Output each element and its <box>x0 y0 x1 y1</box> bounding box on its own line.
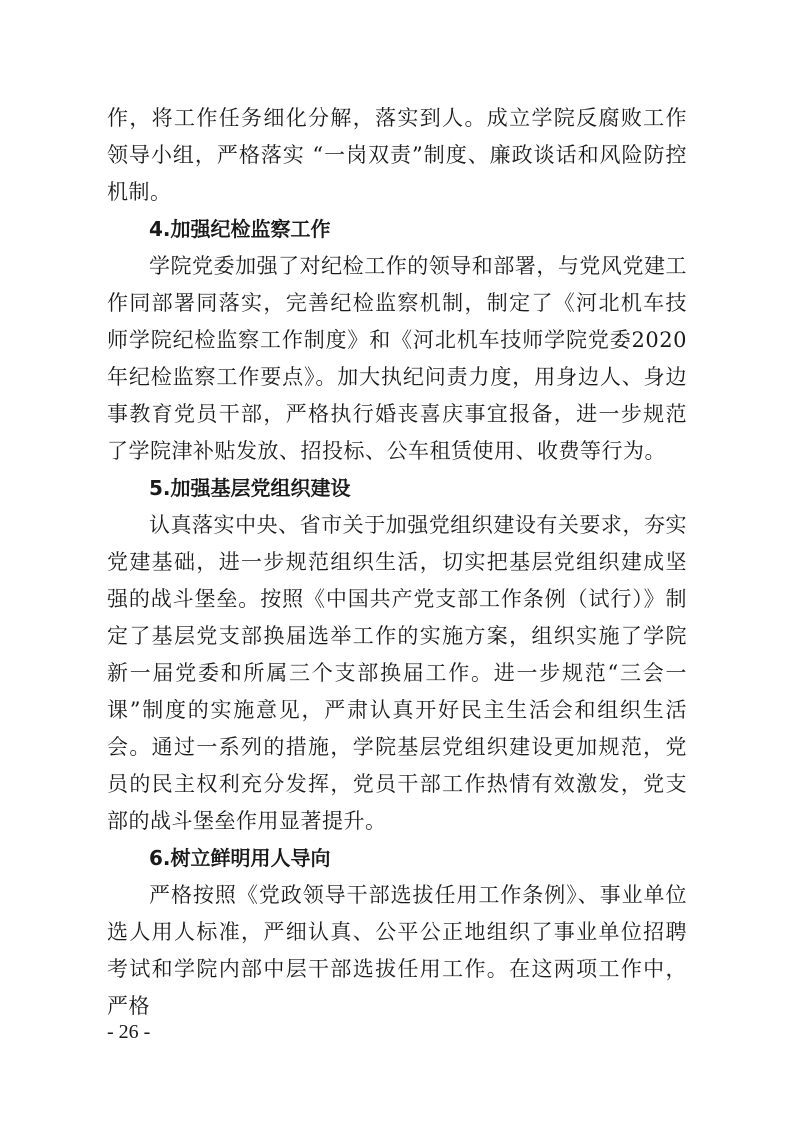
document-body <box>107 100 687 1025</box>
page-number: - 26 - <box>107 1021 151 1043</box>
paragraph-continuation: 作，将工作任务细化分解，落实到人。成立学院反腐败工作领导小组，严格落实 “一岗双责”制度、廉政谈话和风险防控机制。 <box>107 106 687 204</box>
paragraph-party-organization: 认真落实中央、省市关于加强党组织建设有关要求，夯实党建基础，进一步规范组织生活，切实把基层党组织建成坚强的战斗堡垒。按照《中国共产党支部工作条例（试行）》制定了基层党支部换届选举工作的实施方案，组织实施了学院新一届党委和所属三个支部换届工作。进一步规范“三会一课”制度的实施意见，严肃认真开好民主生活会和组织生活会。通过一系列的措施，学院基层党组织建设更加规范，党员的民主权利充分发挥，党员干部工作热情有效激发，党支部的战斗堡垒作用显著提升。 <box>107 513 687 833</box>
paragraph-discipline-inspection: 学院党委加强了对纪检工作的领导和部署，与党风党建工作同部署同落实，完善纪检监察机制，制定了《河北机车技师学院纪检监察工作制度》和《河北机车技师学院党委2020年纪检监察工作要点》。加大执纪问责力度，用身边人、身边事教育党员干部，严格执行婚丧喜庆事宜报备，进一步规范了学院津补贴发放、招投标、公车租赁使用、收费等行为。 <box>107 254 687 463</box>
section-heading-5: 5.加强基层党组织建设 <box>149 476 351 500</box>
section-heading-4: 4.加强纪检监察工作 <box>149 217 331 241</box>
paragraph-personnel-selection: 严格按照《党政领导干部选拔任用工作条例》、事业单位选人用人标准，严细认真、公平公正地组织了事业单位招聘考试和学院内部中层干部选拔任用工作。在这两项工作中，严格 <box>107 883 687 1018</box>
section-heading-6: 6.树立鲜明用人导向 <box>149 846 331 870</box>
